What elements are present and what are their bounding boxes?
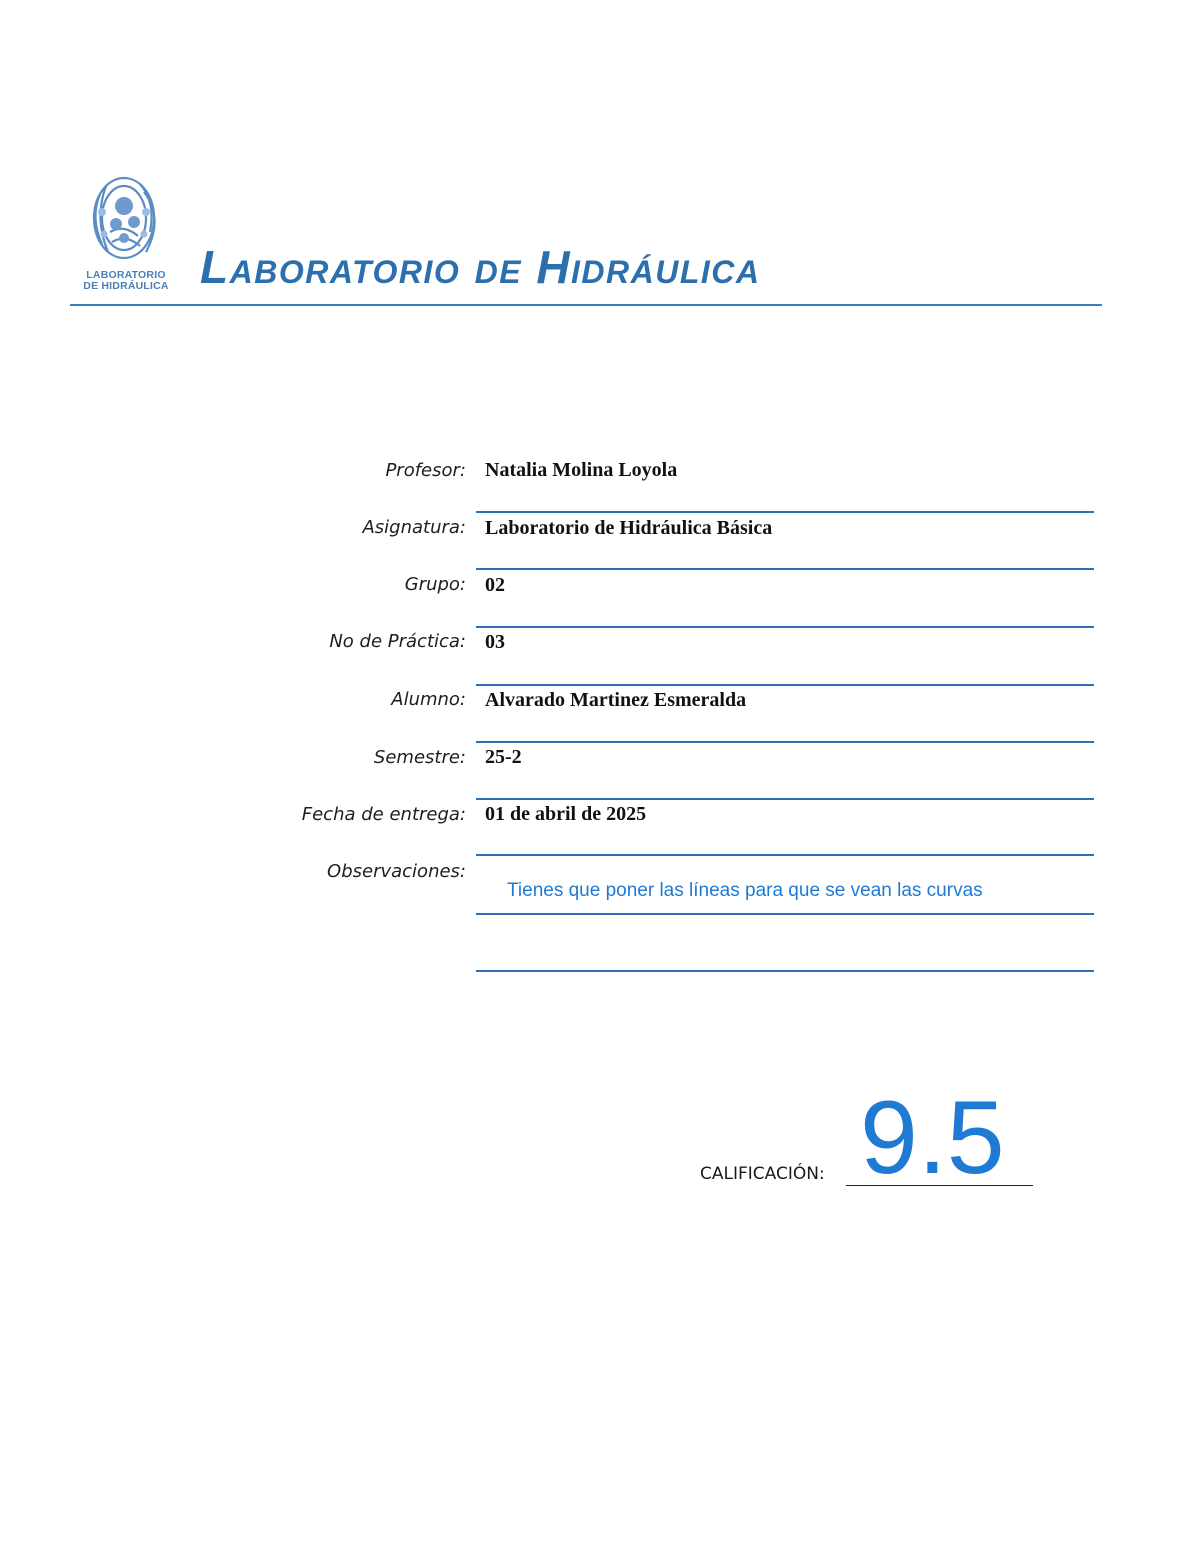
semestre-value: 25-2 xyxy=(485,746,522,768)
asignatura-value: Laboratorio de Hidráulica Básica xyxy=(485,517,773,539)
fecha-rule xyxy=(476,854,1094,856)
lab-logo xyxy=(80,172,172,296)
profesor-label: Profesor: xyxy=(385,460,466,481)
observaciones-label: Observaciones: xyxy=(327,861,466,882)
fecha-value: 01 de abril de 2025 xyxy=(485,803,647,825)
semestre-label: Semestre: xyxy=(373,747,466,768)
grade-value: 9.5 xyxy=(860,1080,1005,1196)
grupo-label: Grupo: xyxy=(404,574,466,595)
logo-text-line2: DE HIDRÁULICA xyxy=(83,280,169,292)
practica-value: 03 xyxy=(485,631,505,653)
semestre-rule xyxy=(476,798,1094,800)
profesor-value: Natalia Molina Loyola xyxy=(485,459,678,481)
header-divider xyxy=(70,304,1102,306)
alumno-label: Alumno: xyxy=(391,689,466,710)
practica-rule xyxy=(476,684,1094,686)
page-title: Laboratorio de Hidráulica xyxy=(200,241,761,293)
grade-label: CALIFICACIÓN: xyxy=(700,1164,825,1184)
observaciones-rule-2 xyxy=(476,970,1094,972)
practica-label: No de Práctica: xyxy=(329,631,466,652)
observaciones-rule-1 xyxy=(476,913,1094,915)
grupo-value: 02 xyxy=(485,574,505,596)
grupo-rule xyxy=(476,626,1094,628)
observation-note: Tienes que poner las líneas para que se vean las curvas xyxy=(507,880,983,901)
alumno-value: Alvarado Martinez Esmeralda xyxy=(485,689,747,711)
fecha-label: Fecha de entrega: xyxy=(301,804,466,825)
profesor-rule xyxy=(476,511,1094,513)
asignatura-label: Asignatura: xyxy=(362,517,466,538)
alumno-rule xyxy=(476,741,1094,743)
logo-text-line1: LABORATORIO xyxy=(86,269,166,281)
asignatura-rule xyxy=(476,568,1094,570)
turbine-logo-icon xyxy=(80,172,172,268)
